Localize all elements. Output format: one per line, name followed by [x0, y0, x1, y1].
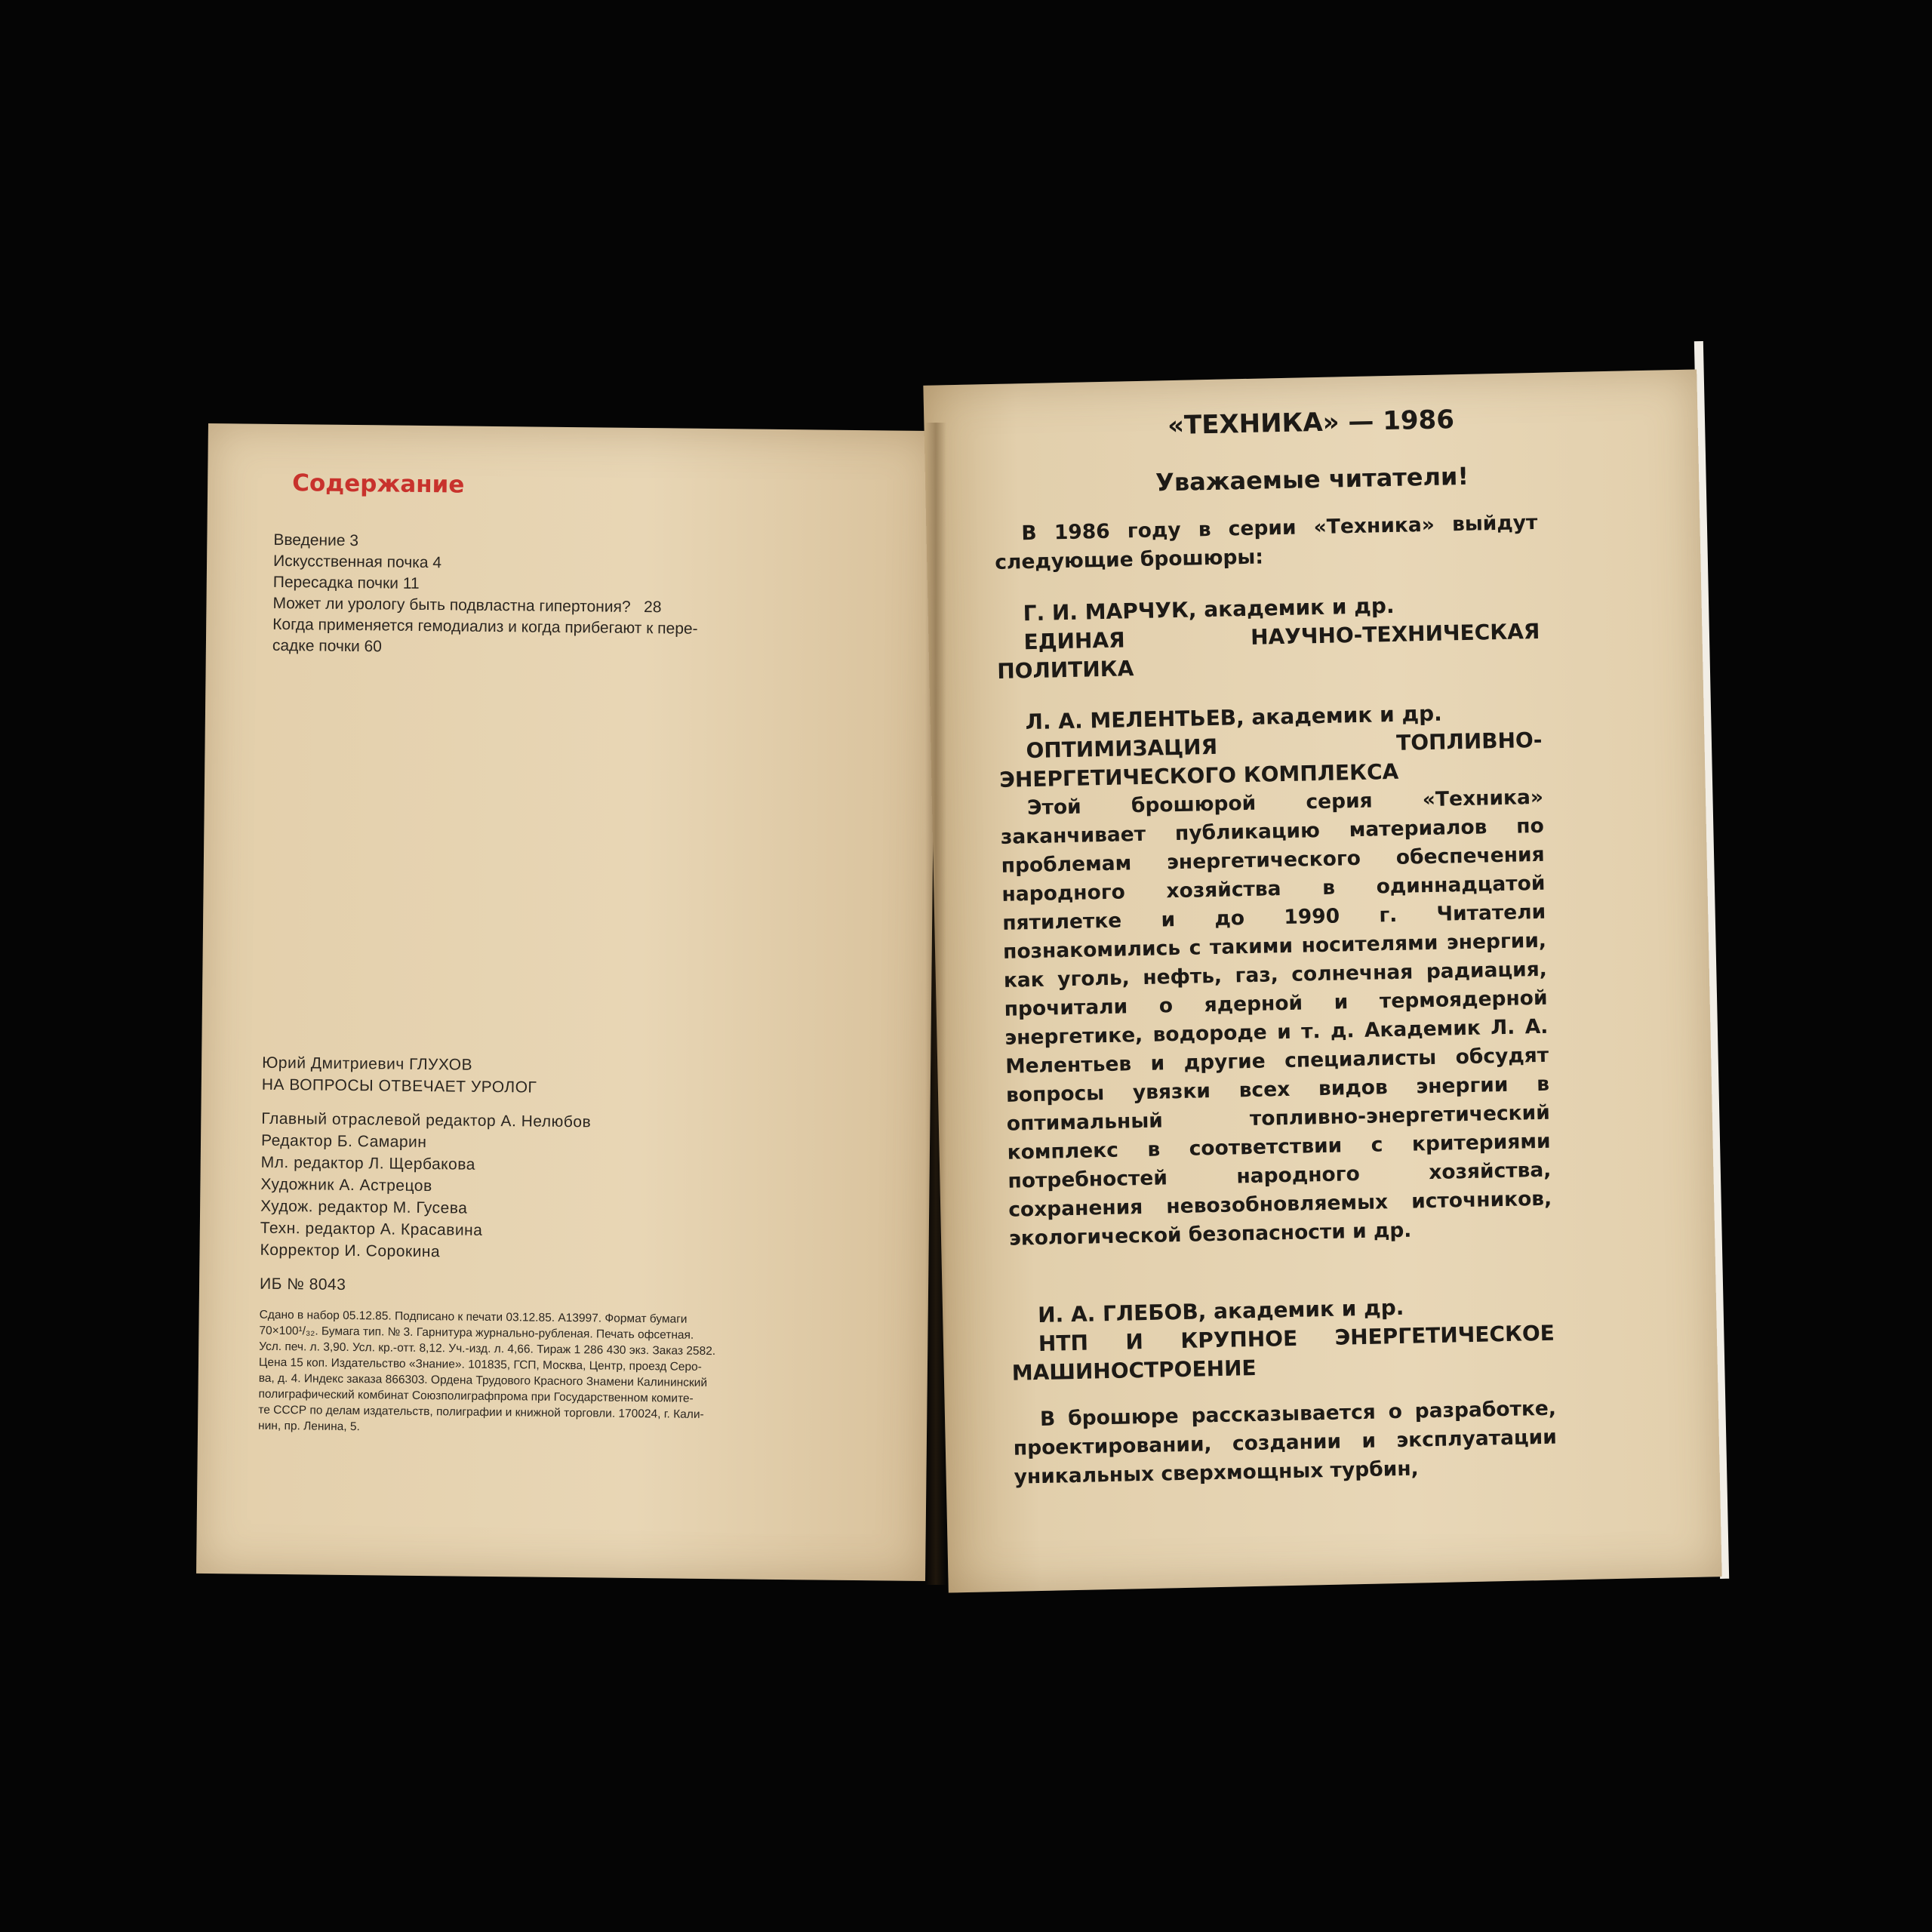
credit-line: Корректор И. Сорокина: [260, 1241, 441, 1261]
toc-item: садке почки 60: [272, 636, 383, 656]
print-details-line: Сдано в набор 05.12.85. Подписано к печати 03.12.85. А13997. Формат бумаги: [259, 1308, 688, 1326]
right-page: [923, 369, 1721, 1592]
print-details-line: те СССР по делам издательств, полиграфии и книжной торговли. 170024, г. Кали-: [258, 1403, 704, 1421]
book-title: НА ВОПРОСЫ ОТВЕЧАЕТ УРОЛОГ: [261, 1075, 537, 1097]
book-entry-3: [1011, 1291, 1558, 1492]
toc-item: Может ли урологу быть подвластна гипертония? 28: [272, 594, 662, 617]
print-details-line: нин, пр. Ленина, 5.: [258, 1419, 360, 1434]
credit-line: Редактор Б. Самарин: [260, 1131, 427, 1152]
book-title: НТП И КРУПНОЕ ЭНЕРГЕТИЧЕСКОЕ МАШИНОСТРОЕНИЕ: [1011, 1320, 1555, 1386]
print-details-line: полиграфический комбинат Союзполиграфпрома при Государственном комите-: [258, 1387, 694, 1405]
toc-list: [272, 530, 878, 663]
toc-item: Искусственная почка 4: [272, 552, 442, 572]
intro-paragraph: В 1986 году в серии «Техника» выйдут следующие брошюры:: [994, 510, 1538, 574]
toc-item: Пересадка почки 11: [272, 573, 420, 592]
left-page: [196, 423, 937, 1581]
imprint: [258, 1052, 896, 1441]
ib-number: ИБ № 8043: [259, 1275, 346, 1294]
print-details-line: Усл. печ. л. 3,90. Усл. кр.-отт. 8,12. Уч.-изд. л. 4,66. Тираж 1 286 430 экз. Заказ 2582.: [259, 1340, 716, 1358]
credit-line: Главный отраслевой редактор А. Нелюбов: [261, 1109, 592, 1131]
book-entry-1: [995, 589, 1540, 686]
book-description: В брошюре рассказывается о разработке, проектировании, создании и эксплуатации уникальных сверхмощных турбин,: [1013, 1396, 1558, 1489]
print-details-line: Цена 15 коп. Издательство «Знание». 101835, ГСП, Москва, Центр, проезд Серо-: [258, 1355, 702, 1374]
series-heading: «ТЕХНИКА» — 1986: [1167, 405, 1455, 441]
book-gutter: [925, 423, 946, 1585]
credit-line: Художник А. Астрецов: [260, 1175, 432, 1195]
credit-line: Техн. редактор А. Красавина: [260, 1219, 483, 1239]
book-description: Этой брошюрой серия «Техника» заканчивает публикацию материалов по проблемам энергетического обеспечения народного хозяйства в одиннадцатой пятилетке и до 1990 г. Читатели познакомились с такими носителями энергии, как уголь, нефть, газ, солнечная радиация, прочитали о ядерной и термоядерной энергетике, водороде и т. д. Академик Л. А. Мелентьев и другие специалисты обсудят вопросы увязки всех видов энергии в оптимальный топливно-энергетический комплекс в соответствии с критериями потребностей народного хозяйства, сохранения невозобновляемых источников, экологической безопасности и др.: [1000, 785, 1552, 1251]
credit-line: Худож. редактор М. Гусева: [260, 1197, 468, 1217]
book-author: И. А. ГЛЕБОВ, академик и др.: [1037, 1294, 1404, 1327]
intro-block: [994, 509, 1538, 577]
book-title: ОПТИМИЗАЦИЯ ТОПЛИВНО-ЭНЕРГЕТИЧЕСКОГО КОМПЛЕКСА: [998, 727, 1543, 792]
book-title: ЕДИНАЯ НАУЧНО-ТЕХНИЧЕСКАЯ ПОЛИТИКА: [996, 618, 1540, 684]
book-entry-2: [998, 697, 1552, 1254]
toc-item: Введение 3: [273, 531, 359, 550]
print-details-line: 70×100¹/₃₂. Бумага тип. № 3. Гарнитура журнально-рубленая. Печать офсетная.: [259, 1324, 694, 1342]
toc-item: Когда применяется гемодиализ и когда прибегают к пере-: [272, 615, 698, 638]
greeting: Уважаемые читатели!: [1155, 461, 1469, 497]
toc-title: Содержание: [291, 469, 465, 499]
book-author: Л. А. МЕЛЕНТЬЕВ, академик и др.: [1025, 700, 1443, 735]
author-name: Юрий Дмитриевич ГЛУХОВ: [262, 1054, 473, 1074]
book-author: Г. И. МАРЧУК, академик и др.: [1023, 592, 1395, 626]
print-details-line: ва, д. 4. Индекс заказа 866303. Ордена Трудового Красного Знамени Калининский: [258, 1371, 708, 1389]
credit-line: Мл. редактор Л. Щербакова: [260, 1153, 476, 1174]
